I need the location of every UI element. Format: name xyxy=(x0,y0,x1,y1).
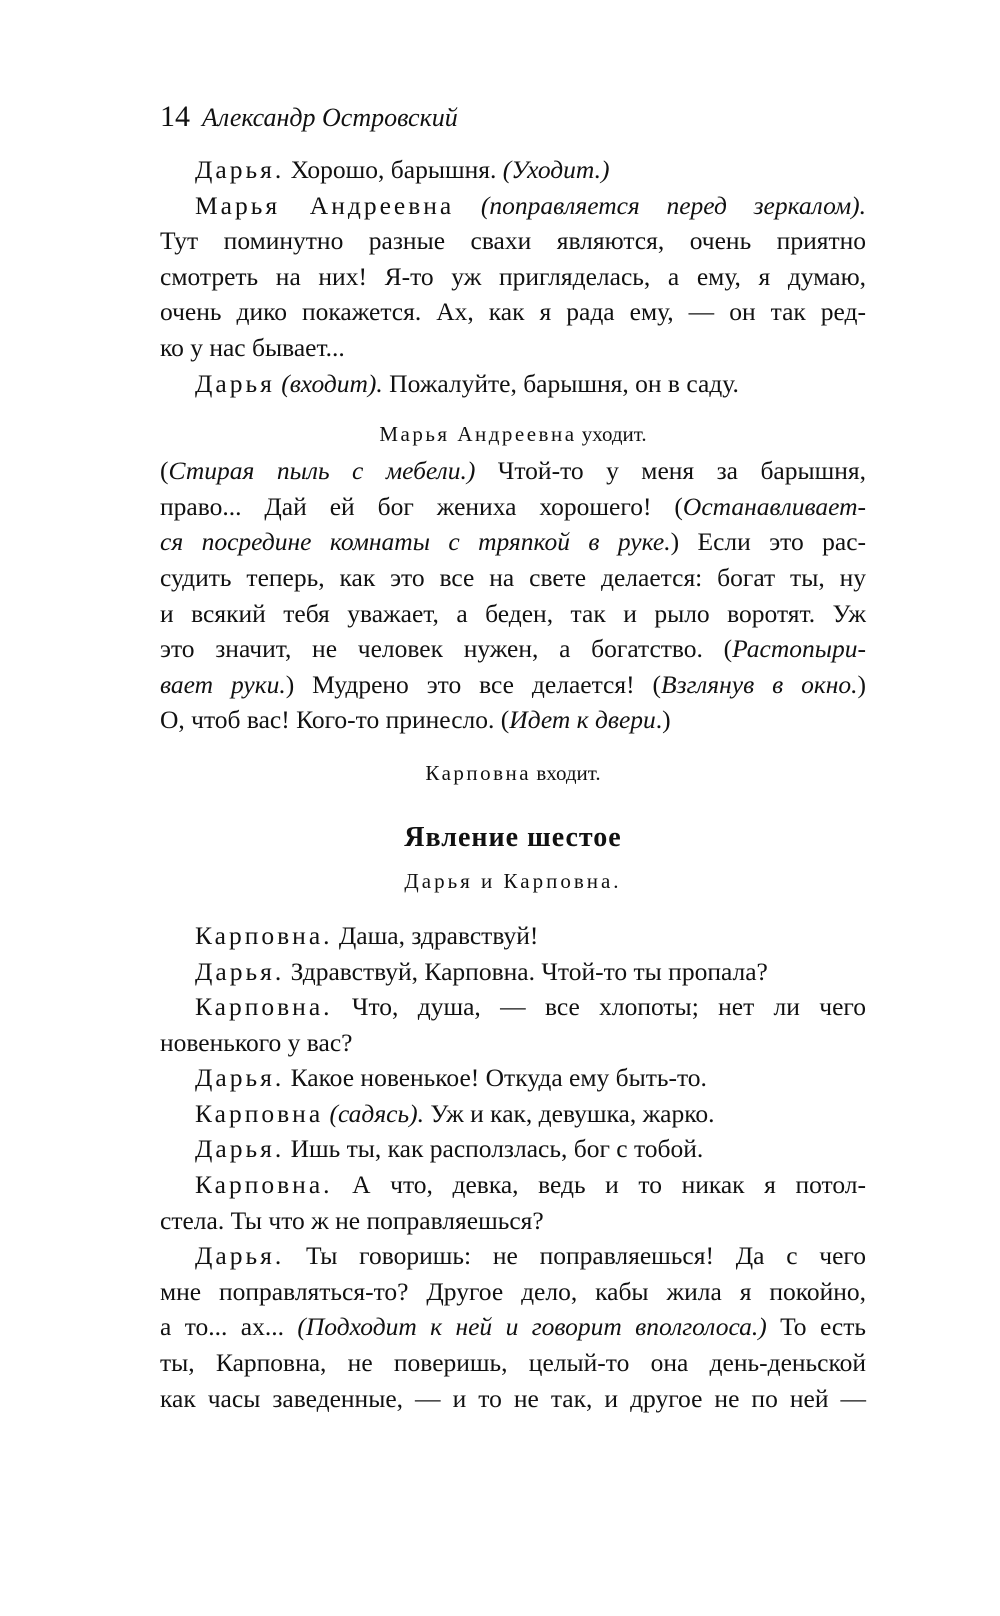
darya-monologue xyxy=(160,453,866,738)
speech-text: О, чтоб вас! Кого-то принесло. ( xyxy=(160,705,510,735)
text-line xyxy=(160,631,866,667)
dialogue-line xyxy=(160,1096,866,1132)
speaker-name: Карповна. xyxy=(195,992,333,1022)
paren: .) xyxy=(655,705,671,735)
page-number: 14 xyxy=(160,100,190,133)
speech-text: ) Если это рас- xyxy=(670,527,867,557)
stage-remark: (входит). xyxy=(274,368,383,398)
speech-text: Какое новенькое! Откуда ему быть-то. xyxy=(284,1063,707,1093)
stage-direction-exit xyxy=(160,419,866,449)
spacer xyxy=(160,896,866,918)
speech-text: То есть xyxy=(766,1312,866,1342)
speech-text: ) Мудрено это все делается! ( xyxy=(285,669,661,699)
text-line: и всякий тебя уважает, а беден, так и рыло воротят. Уж xyxy=(160,598,866,628)
speech-text: право... Дай ей бог жениха хорошего! ( xyxy=(160,491,683,521)
dialogue-line xyxy=(160,918,866,954)
stage-remark: Стирая пыль с мебели.) xyxy=(168,456,476,486)
speaker-name: Марья Андреевна xyxy=(195,190,455,220)
text-line: судить теперь, как это все на свете делается: богат ты, ну xyxy=(160,562,866,592)
dialogue-line xyxy=(160,1238,866,1416)
stage-remark: Растопыри- xyxy=(732,634,866,664)
speaker-name: Карповна. xyxy=(195,920,333,950)
dialogue-line xyxy=(160,989,866,1060)
text-line xyxy=(160,524,866,560)
speech-text: Что, душа, — все хлопоты; нет ли чего xyxy=(332,992,866,1022)
text-line xyxy=(160,989,866,1025)
text-line: стела. Ты что ж не поправляешься? xyxy=(160,1205,544,1235)
stage-remark: вает руки. xyxy=(160,669,286,699)
line-darya-1 xyxy=(160,152,866,188)
paren: ( xyxy=(160,456,169,486)
stage-remark: (Подходит к ней и говорит вполголоса.) xyxy=(283,1312,767,1342)
text-line xyxy=(160,1167,866,1203)
speech-text: Ты говоришь: не поправляешься! Да с чего xyxy=(284,1241,866,1271)
speech-text: Хорошо, барышня. xyxy=(284,155,503,184)
speech-text: Чтой-то у меня за барышня, xyxy=(475,456,867,486)
text-line: смотреть на них! Я-то уж пригляделась, а ему, я думаю, xyxy=(160,261,866,291)
text-line: Тут поминутно разные свахи являются, очень приятно xyxy=(160,226,866,256)
speech-text: А что, девка, ведь и то никак я потол- xyxy=(332,1170,866,1200)
stage-text: уходит. xyxy=(576,422,647,447)
text-line: новенького у вас? xyxy=(160,1027,353,1057)
stage-remark: ся посредине комнаты с тряпкой в руке. xyxy=(160,527,671,557)
scene-title: Явление шестое xyxy=(404,821,622,853)
text-line xyxy=(160,188,866,224)
stage-remark: (Уходит.) xyxy=(502,155,610,184)
speaker-name: Дарья. xyxy=(195,956,285,986)
text-line xyxy=(160,702,866,738)
dialogue-line xyxy=(160,1167,866,1238)
paren: ) xyxy=(857,669,867,699)
speaker-name: Карповна xyxy=(195,1098,324,1128)
speaker-name: Карповна. xyxy=(195,1170,333,1200)
text-line xyxy=(125,1309,866,1345)
stage-remark: (садясь). xyxy=(323,1098,424,1128)
author-name: Александр Островский xyxy=(202,103,458,132)
stage-text: входит. xyxy=(531,760,601,785)
text-line: ты, Карповна, не поверишь, целый-то она день-деньской xyxy=(160,1348,866,1378)
stage-remark: Идет к двери xyxy=(509,705,656,735)
stage-remark: Взглянув в окно. xyxy=(661,669,858,699)
speaker-name: Дарья. xyxy=(195,1134,285,1164)
speech-text: это значит, не человек нужен, а богатство. ( xyxy=(160,634,733,664)
speaker-name: Карповна xyxy=(425,760,532,785)
text-line xyxy=(160,489,866,525)
text-line xyxy=(160,667,866,703)
speaker-name: Дарья. xyxy=(195,155,285,184)
text-line: мне поправляться-то? Другое дело, кабы жила я покойно, xyxy=(160,1276,866,1306)
text-line xyxy=(160,453,866,489)
text-line: как часы заведенные, — и то не так, и другое не по ней — xyxy=(160,1383,866,1413)
speaker-name: Дарья xyxy=(195,368,275,398)
speaker-name: Дарья. xyxy=(195,1063,285,1093)
play-text xyxy=(160,152,866,1416)
stage-remark: Останавливает- xyxy=(682,491,866,521)
speech-text: Пожалуйте, барышня, он в саду. xyxy=(382,368,739,398)
book-page xyxy=(160,100,866,1416)
text-line: очень дико покажется. Ах, как я рада ему, — он так ред- xyxy=(160,297,866,327)
line-marya-andreevna xyxy=(160,188,866,366)
scene-cast: Дарья и Карповна. xyxy=(404,868,622,893)
speech-text: Даша, здравствуй! xyxy=(332,920,539,950)
stage-remark: (поправляется перед зеркалом). xyxy=(454,190,866,220)
dialogue-line xyxy=(160,954,866,990)
speaker-name: Марья Андреевна xyxy=(379,422,577,447)
speech-text: а то... ах... xyxy=(160,1312,284,1342)
speech-text: Уж и как, девушка, жарко. xyxy=(423,1098,715,1128)
speaker-name: Дарья. xyxy=(195,1241,285,1271)
speech-text: Ишь ты, как расползлась, бог с тобой. xyxy=(284,1134,704,1164)
dialogue-line xyxy=(160,1060,866,1096)
speech-text: Здравствуй, Карповна. Чтой-то ты пропала? xyxy=(284,956,768,986)
stage-direction-enter xyxy=(160,758,866,788)
running-head xyxy=(160,100,866,140)
line-darya-2 xyxy=(160,366,866,402)
dialogue-line xyxy=(160,1131,866,1167)
text-line: ко у нас бывает... xyxy=(160,332,345,362)
text-line xyxy=(160,1238,866,1274)
